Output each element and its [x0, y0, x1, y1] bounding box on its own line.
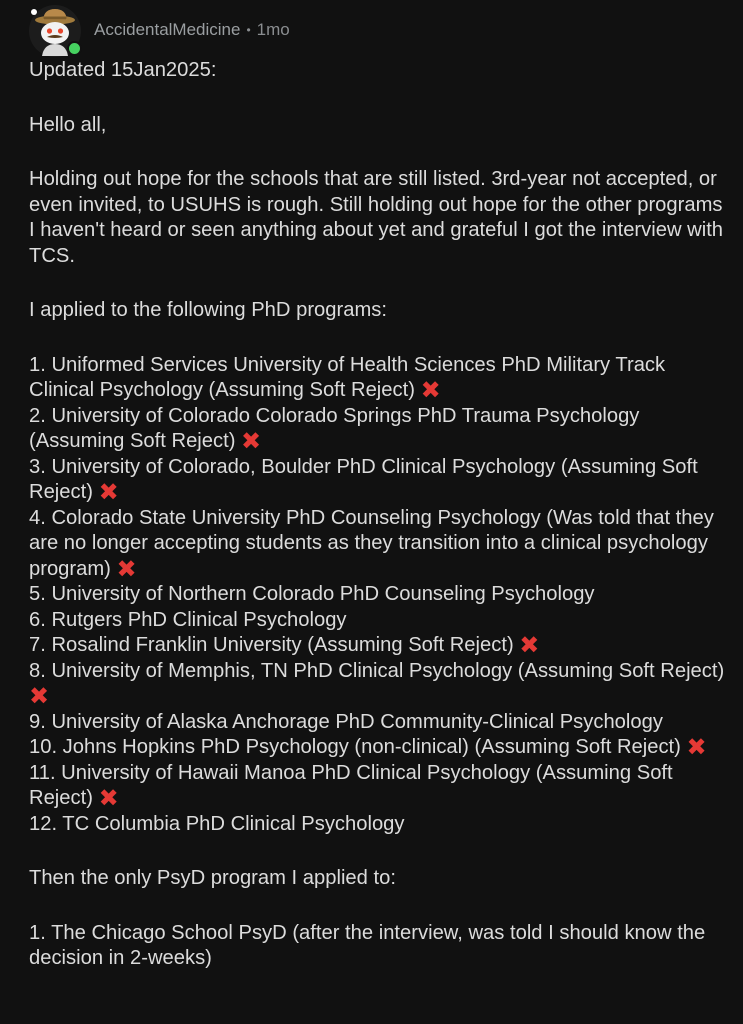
program-item	[29, 506, 729, 583]
phd-heading: I applied to the following PhD programs:	[29, 299, 387, 321]
program-text: 9. University of Alaska Anchorage PhD Community-Clinical Psychology	[29, 710, 663, 733]
user-avatar[interactable]	[28, 4, 82, 58]
online-status-icon	[67, 41, 82, 56]
cross-mark-icon: ✖	[241, 427, 262, 455]
program-item	[29, 455, 729, 506]
post-timestamp[interactable]: 1mo	[256, 20, 290, 39]
post-body	[29, 58, 729, 1001]
program-item	[29, 761, 729, 812]
post-header	[28, 4, 290, 58]
program-text: 12. TC Columbia PhD Clinical Psychology	[29, 812, 405, 835]
cross-mark-icon: ✖	[420, 376, 441, 404]
program-text: 1. Uniformed Services University of Health Sciences PhD Military Track Clinical Psychology (Assuming Soft Reject)	[29, 353, 666, 401]
program-text: 11. University of Hawaii Manoa PhD Clinical Psychology (Assuming Soft Reject)	[29, 761, 673, 809]
program-item	[29, 353, 729, 404]
program-item	[29, 659, 729, 710]
psyd-heading: Then the only PsyD program I applied to:	[29, 867, 396, 889]
program-text: 5. University of Northern Colorado PhD Counseling Psychology	[29, 583, 595, 605]
program-text: 3. University of Colorado, Boulder PhD Clinical Psychology (Assuming Soft Reject)	[29, 455, 698, 503]
program-item	[29, 921, 729, 972]
cross-mark-icon: ✖	[686, 733, 707, 761]
program-text: 2. University of Colorado Colorado Springs PhD Trauma Psychology (Assuming Soft Reject)	[29, 404, 640, 452]
program-text: 6. Rutgers PhD Clinical Psychology	[29, 608, 347, 631]
program-item	[29, 608, 729, 634]
updated-line: Updated 15Jan2025:	[29, 59, 217, 81]
program-item	[29, 404, 729, 455]
post-meta	[94, 20, 290, 40]
cross-mark-icon: ✖	[29, 682, 50, 710]
username-link[interactable]: AccidentalMedicine	[94, 20, 241, 39]
intro-paragraph: Holding out hope for the schools that are still listed. 3rd-year not accepted, or even invited, to USUHS is rough. Still holding out hope for the other programs I haven't heard or seen anything about yet and grateful I got the interview with TCS.	[29, 168, 724, 267]
cross-mark-icon: ✖	[98, 784, 119, 812]
meta-separator: •	[246, 23, 251, 37]
phd-program-list	[29, 353, 729, 838]
psyd-program-list	[29, 921, 729, 972]
program-text: 8. University of Memphis, TN PhD Clinical Psychology (Assuming Soft Reject)	[29, 659, 725, 682]
program-text: 7. Rosalind Franklin University (Assuming Soft Reject)	[29, 634, 514, 656]
program-text: 10. Johns Hopkins PhD Psychology (non-clinical) (Assuming Soft Reject)	[29, 736, 681, 758]
program-item	[29, 633, 729, 659]
program-text: 1. The Chicago School PsyD (after the interview, was told I should know the decision in 2-weeks)	[29, 921, 706, 969]
program-item	[29, 582, 729, 608]
program-item	[29, 812, 729, 838]
program-item	[29, 710, 729, 736]
program-item	[29, 735, 729, 761]
program-text: 4. Colorado State University PhD Counseling Psychology (Was told that they are no longer accepting students as they transition into a clinical psychology program)	[29, 506, 714, 580]
greeting-text: Hello all,	[29, 113, 107, 136]
cross-mark-icon: ✖	[519, 631, 540, 659]
cross-mark-icon: ✖	[98, 478, 119, 506]
cross-mark-icon: ✖	[116, 554, 137, 583]
